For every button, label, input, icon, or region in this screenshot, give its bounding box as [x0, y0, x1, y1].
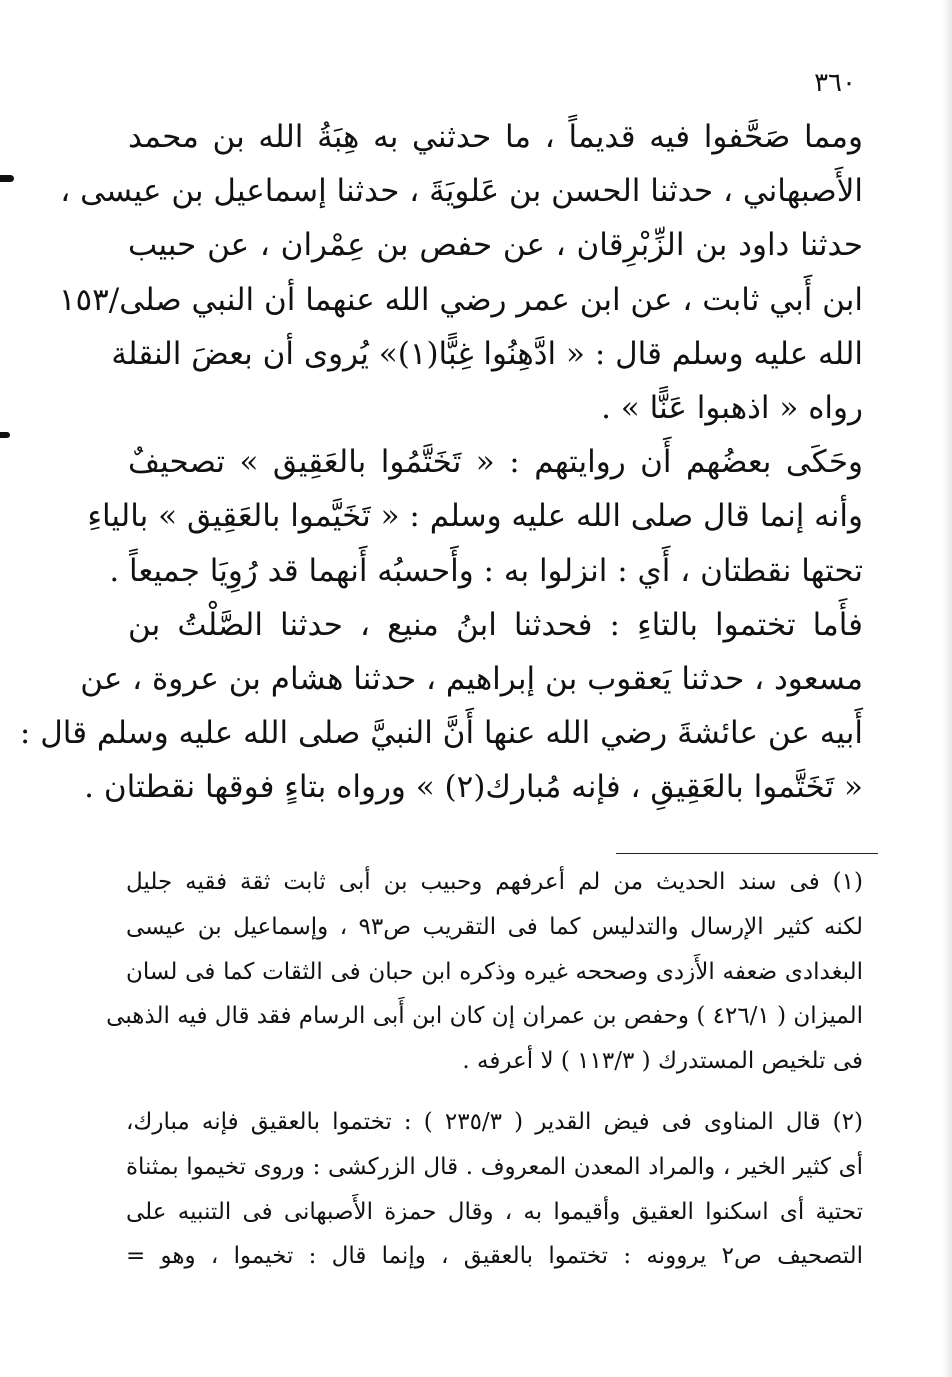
- main-text-line: تحتها نقطتان ، أَي : انزلوا به : وأَحسبُه أَنهما قد رُوِيَا جميعاً .: [109, 552, 863, 589]
- footnote-line: تحتية أى اسكنوا العقيق وأقيموا به ، وقال حمزة الأَصبهانى فى التنبيه على: [126, 1198, 863, 1225]
- main-text-line: « تَخَتَّموا بالعَقِيقِ ، فإنه مُبارك(٢) » ورواه بتاءٍ فوقها نقطتان .: [84, 769, 863, 806]
- main-text-line: أَبيه عن عائشةَ رضي الله عنها أَنَّ النبيَّ صلى الله عليه وسلم قال :: [19, 715, 863, 752]
- main-text-line: وحَكَى بعضُهم أَن روايتهم : « تَخَتَّمُوا بالعَقِيق » تصحيفٌ: [128, 444, 863, 481]
- main-text-line: الأَصبهاني ، حدثنا الحسن بن عَلويَةَ ، حدثنا إسماعيل بن عيسى ،: [60, 173, 863, 210]
- footnote-divider: [616, 853, 878, 854]
- main-text-line: ابن أَبي ثابت ، عن ابن عمر رضي الله عنهما أن النبي صلى/١٥٣: [58, 281, 863, 318]
- margin-ink-mark: [0, 432, 10, 438]
- footnotes-block: [106, 860, 863, 1279]
- main-text-line: حدثنا داود بن الزِّبْرِقان ، عن حفص بن عِمْران ، عن حبيب: [128, 227, 863, 264]
- footnote-line: (١) فى سند الحديث من لم أعرفهم وحبيب بن أبى ثابت ثقة فقيه جليل: [126, 869, 863, 895]
- main-text-line: وأنه إنما قال صلى الله عليه وسلم : « تَخَيَّموا بالعَقِيق » بالياءِ: [87, 498, 863, 535]
- footnote-line: البغدادى ضعفه الأَزدى وصححه غيره وذكره ابن حبان فى الثقات كما فى لسان: [126, 958, 863, 985]
- footnote-spacer: [126, 1084, 863, 1100]
- footnote-2: [126, 1100, 863, 1279]
- page-edge-shadow: [942, 0, 952, 1377]
- main-text-line: ومما صَحَّفوا فيه قديماً ، ما حدثني به هِبَةُ الله بن محمد: [128, 119, 863, 155]
- main-text-line: فأَما تختموا بالتاءِ : فحدثنا ابنُ منيع ، حدثنا الصَّلْتُ بن: [128, 606, 863, 643]
- main-text-block: [19, 110, 863, 814]
- page-number: ٣٦٠: [814, 68, 856, 98]
- footnote-line: أى كثير الخير ، والمراد المعدن المعروف . قال الزركشى : وروى تخيموا بمثناة: [126, 1153, 863, 1180]
- margin-ink-mark: [0, 175, 14, 182]
- main-text-line: رواه « اذهبوا عَنًّا » .: [601, 389, 863, 426]
- footnote-line: الميزان ( ٤٢٦/١ ) وحفص بن عمران إن كان ابن أَبى الرسام فقد قال فيه الذهبى: [106, 1003, 863, 1030]
- footnote-line: فى تلخيص المستدرك ( ١١٣/٣ ) لا أعرفه .: [462, 1048, 863, 1075]
- main-text-line: الله عليه وسلم قال : « ادَّهِنُوا غِبًّا(١)» يُروى أن بعضَ النقلة: [111, 335, 863, 372]
- footnote-line: التصحيف ص٢ يروونه : تختموا بالعقيق ، وإنما قال : تخيموا ، وهو =: [126, 1243, 863, 1270]
- footnote-line: (٢) قال المناوى فى فيض القدير ( ٢٣٥/٣ ) : تختموا بالعقيق فإنه مبارك،: [126, 1108, 863, 1135]
- footnote-1: [106, 860, 863, 1084]
- main-text-line: مسعود ، حدثنا يَعقوب بن إبراهيم ، حدثنا هشام بن عروة ، عن: [80, 660, 863, 697]
- footnote-line: لكنه كثير الإرسال والتدليس كما فى التقريب ص٩٣ ، وإسماعيل بن عيسى: [126, 913, 863, 940]
